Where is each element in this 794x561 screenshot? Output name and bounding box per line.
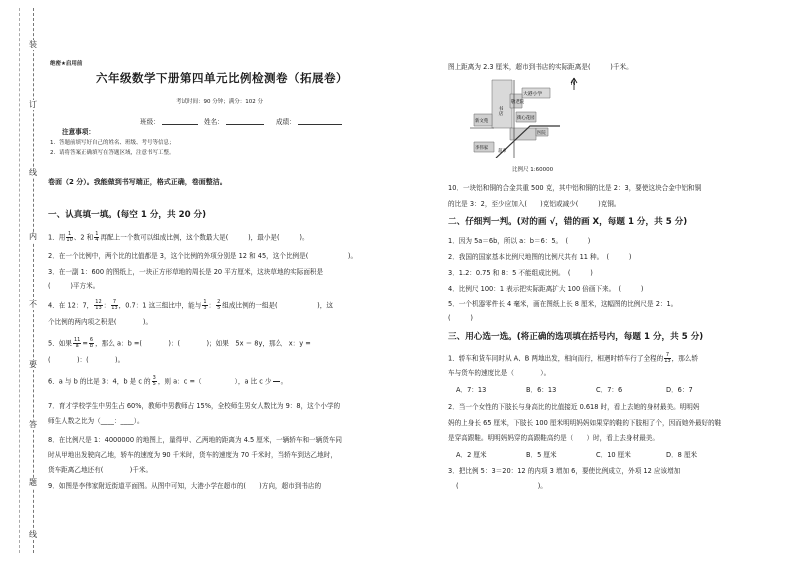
numerator: 2 xyxy=(217,299,221,305)
map-label-dayuan: 新文苑 xyxy=(475,119,489,124)
score-label: 成绩： xyxy=(276,118,296,126)
numerator: 1 xyxy=(203,299,207,305)
choice-q1-option-b[interactable]: B．6：13 xyxy=(526,386,557,394)
q-text: 再配上一个数可以组成比例，这个数最大是( )，最小是( )。 xyxy=(100,233,309,242)
question-1-4 xyxy=(48,300,333,311)
choice-q1-option-d[interactable]: D．6：7 xyxy=(666,386,693,394)
q-text: = xyxy=(82,339,88,348)
choice-q3: 3．把比例 5：3＝20：12 的内项 3 增加 6，要使比例成立，外项 12 应该增加 xyxy=(448,467,681,475)
map-label-market: 超市 xyxy=(498,149,507,154)
notes-heading: 注意事项： xyxy=(62,128,95,136)
class-field[interactable] xyxy=(162,118,198,125)
choice-q2: 2．当一个女性的下肢长与身高比的比值接近 0.618 时，看上去她的身材最美。明明妈 xyxy=(448,403,700,411)
q-text: ： xyxy=(103,301,111,310)
binding-char: 答 xyxy=(29,420,37,429)
note-item: 2．请将答案正确填写在答题区域，注意书写工整。 xyxy=(50,150,175,156)
score-field[interactable] xyxy=(298,118,342,125)
question-1-8: 8．在比例尺是 1：4000000 的地图上，量得甲、乙两地的距离为 4.5 厘米，一辆轿车和一辆货车同 xyxy=(48,436,342,444)
question-1-4-cont: 个比例的两内项之积是( )。 xyxy=(48,318,153,326)
q-text: 5．如果 xyxy=(48,339,72,348)
map-label-home: 敬老院 xyxy=(511,100,525,105)
fraction-blank[interactable] xyxy=(273,376,280,387)
q-text: ，0.7：1 这三组比中，能与 xyxy=(118,301,202,310)
q-text: 6．a 与 b 的比是 3：4，b 是 c 的 xyxy=(48,377,151,386)
question-1-3: 3．在一副 1：600 的图纸上，一块正方形草地的周长是 20 平方厘米，这块草地的实际面积是 xyxy=(48,268,324,276)
choice-q1-option-a[interactable]: A．7：13 xyxy=(456,386,487,394)
q-text: 1．轿车和货车同时从 A、B 两地出发，相向而行，相遇时轿车行了全程的 xyxy=(448,354,664,363)
choice-q2-option-c[interactable]: C．10 厘米 xyxy=(596,451,631,459)
numerator: 6 xyxy=(89,337,94,343)
q-text: ，那么 a：b =( )：( )；如果 5x ＝ 8y，那么 x：y = xyxy=(95,339,311,348)
section2-heading: 二、仔细判一判。(对的画 √，错的画 X，每题 1 分，共 5 分) xyxy=(448,217,688,227)
numerator: 11 xyxy=(73,337,81,343)
name-field[interactable] xyxy=(226,118,264,125)
denominator: a xyxy=(75,343,79,349)
fraction xyxy=(66,232,72,243)
north-label: N xyxy=(571,81,576,87)
question-1-9-cont: 图上距离为 2.3 厘米，超市到书店的实际距离是( )千米。 xyxy=(448,63,633,71)
judge-item-4: 4．比例尺 100：1 表示把实际距离扩大 100 倍画下来。 ( ) xyxy=(448,285,644,293)
binding-char: 要 xyxy=(29,360,37,369)
numerator: 3 xyxy=(152,375,156,381)
question-1-7-cont: 师生人数之比为（____：____）。 xyxy=(48,417,144,425)
q-text: 。 xyxy=(280,377,288,386)
map-label-hospital: 医院 xyxy=(537,131,546,136)
question-1-7: 7．育才学校学生中男生占 60%，教师中男教师占 15%，全校师生男女人数比为 9：8，这个小学的 xyxy=(48,402,341,410)
map-building xyxy=(492,80,512,128)
fraction xyxy=(73,338,81,349)
binding-char: 题 xyxy=(29,478,37,487)
binding-char: 线 xyxy=(29,530,37,539)
fraction xyxy=(664,353,670,364)
judge-item-5-blank[interactable]: ( ) xyxy=(448,314,473,322)
fraction xyxy=(89,338,94,349)
exam-time: 考试时间：90 分钟；满分：102 分 xyxy=(176,99,263,105)
choice-q2-cont: 妈的上身长 65 厘米，下肢长 100 厘米明明妈妈如果穿的鞋的下肢相了个，因而她外最好的鞋 xyxy=(448,419,722,427)
fraction xyxy=(111,300,117,311)
q-text: ： xyxy=(208,301,216,310)
question-1-5-cont: ( )：( )。 xyxy=(48,356,125,364)
choice-q2-option-b[interactable]: B．5 厘米 xyxy=(526,451,557,459)
q-text: 、2 和 xyxy=(73,233,94,242)
fraction xyxy=(152,376,157,387)
question-1-3-cont: ( )平方米。 xyxy=(48,282,100,290)
denominator: 13 xyxy=(95,305,102,311)
choice-q1-option-c[interactable]: C．7：6 xyxy=(596,386,623,394)
denominator: 13 xyxy=(111,305,118,311)
question-1-9: 9．如图是李伟家附近街道平面图。从图中可知，大港小学在超市的( )方向，超市到书店的 xyxy=(48,482,322,490)
street-map-figure xyxy=(470,76,588,158)
denominator: 4 xyxy=(95,237,99,243)
choice-q2-cont2: 是穿高跟鞋。明明妈妈穿的高跟鞋高约是（ ）时，看上去身材最美。 xyxy=(448,434,659,442)
question-1-10: 10．一块铝和铜的合金共重 500 克，其中铝和铜的比是 2：3，要使这块合金中铝和铜 xyxy=(448,184,702,192)
fraction xyxy=(202,300,207,311)
binding-margin xyxy=(0,0,44,561)
judge-item-5: 5．一个机器零件长 4 毫米，画在图纸上长 8 厘米，这幅图的比例尺是 2：1。 xyxy=(448,300,678,308)
map-label-home-li: 李伟家 xyxy=(475,146,489,151)
question-1-8-cont2: 货车距离乙地还有( )千米。 xyxy=(48,466,153,474)
choice-q1-cont: 车与货车的速度比是（ ）。 xyxy=(448,369,551,377)
secret-label: 绝密★启用前 xyxy=(50,61,83,67)
map-label-school: 大港小学 xyxy=(523,92,543,97)
fraction xyxy=(216,300,221,311)
page-title: 六年级数学下册第四单元比例检测卷（拓展卷） xyxy=(96,71,348,85)
binding-line-outer xyxy=(19,8,20,553)
neatness-note: 卷面（2 分）。我能做到书写端正，格式正确，卷面整洁。 xyxy=(48,178,227,186)
numerator: 1 xyxy=(67,231,72,237)
choice-q2-option-a[interactable]: A．2 厘米 xyxy=(456,451,487,459)
binding-char: 不 xyxy=(29,300,37,309)
denominator-blank[interactable] xyxy=(273,382,280,387)
numerator: 12 xyxy=(95,299,102,305)
section1-heading: 一、认真填一填。(每空 1 分，共 20 分) xyxy=(48,210,207,220)
choice-q3-cont[interactable]: ( )。 xyxy=(456,482,547,490)
name-label: 姓名： xyxy=(204,118,224,126)
question-1-5 xyxy=(48,338,311,349)
question-1-8-cont: 时从甲地出发驶向乙地，轿车的速度为 90 千米时，货车的速度为 70 千米时，当轿车到达乙地时， xyxy=(48,451,337,459)
map-label-library: 书店 xyxy=(497,106,503,116)
choice-q2-option-d[interactable]: D．8 厘米 xyxy=(666,451,698,459)
binding-line-inner xyxy=(33,8,34,553)
binding-char: 内 xyxy=(29,232,37,241)
section3-heading: 三、用心选一选。(将正确的选项填在括号内，每题 1 分，共 5 分) xyxy=(448,332,704,342)
denominator: 5 xyxy=(217,305,221,311)
binding-char: 订 xyxy=(29,100,37,109)
numerator: 1 xyxy=(95,231,99,237)
binding-char: 线 xyxy=(29,168,37,177)
left-column xyxy=(46,0,416,561)
q-text: ，则 a：c =（ ），a 比 c 少 xyxy=(157,377,272,386)
denominator: 10 xyxy=(66,237,73,243)
question-1-6 xyxy=(48,376,287,387)
fraction xyxy=(94,232,99,243)
denominator: 3 xyxy=(203,305,207,311)
denominator: b xyxy=(89,343,94,349)
numerator: 7 xyxy=(112,299,117,305)
question-1-2: 2．在一个比例中，两个比的比值都是 3，这个比例的外项分别是 12 和 45，这个比例是( )。 xyxy=(48,252,358,260)
judge-item-1: 1．因为 5a＝6b，所以 a：b＝6：5。 ( ) xyxy=(448,237,591,245)
denominator: 13 xyxy=(664,358,671,364)
map-scale: 比例尺 1:60000 xyxy=(512,167,554,173)
binding-char: 装 xyxy=(29,40,37,49)
question-1-10-cont: 的比是 3：2，至少应加入( )克铝或减少( )克铜。 xyxy=(448,200,621,208)
denominator: 5 xyxy=(152,381,156,387)
q-text: ，那么轿 xyxy=(671,354,698,363)
class-label: 班级： xyxy=(140,118,160,126)
numerator: 7 xyxy=(665,352,670,358)
fraction xyxy=(94,300,102,311)
note-item: 1．答题前填写好自己的姓名、班级、考号等信息； xyxy=(50,140,175,146)
judge-item-3: 3．1.2：0.75 和 8：5 不能组成比例。 ( ) xyxy=(448,269,593,277)
choice-q1 xyxy=(448,353,698,364)
map-label-center: 街心花园 xyxy=(517,116,535,121)
q-text: 1．用 xyxy=(48,233,66,242)
judge-item-2: 2．我国的国家基本比例尺地图的比例尺共有 11 种。 ( ) xyxy=(448,253,632,261)
q-text: 组成比例的一组是( )，这 xyxy=(222,301,333,310)
question-1-1 xyxy=(48,232,309,243)
q-text: 4．在 12：7， xyxy=(48,301,94,310)
